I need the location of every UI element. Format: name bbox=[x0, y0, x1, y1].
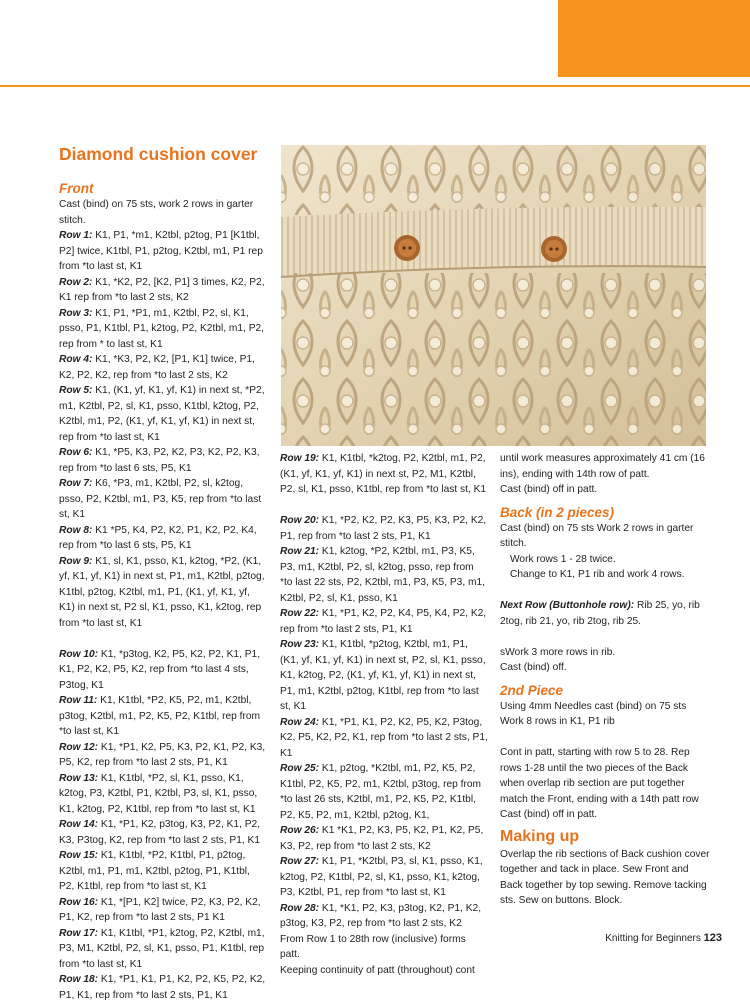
pattern-note: From Row 1 to 28th row (inclusive) forms patt. bbox=[280, 932, 488, 963]
row-instruction: Row 10: K1, *p3tog, K2, P5, K2, P2, K1, P1, K1, P2, K2, P5, K2, rep from *to last 4 sts, P3tog, K1 bbox=[59, 647, 267, 694]
row-instruction: Row 1: K1, P1, *m1, K2tbl, p2tog, P1 [K1tbl, P2] twice, K1tbl, P1, p2tog, K2tbl, m1, P1 rep from *to last st, K1 bbox=[59, 228, 267, 275]
row-instruction: Row 9: K1, sl, K1, psso, K1, k2tog, *P2, (K1, yf, K1, yf, K1) in next st, P1, m1, K2tbl, p2tog, K1tbl, p2tog, K2tbl, m1, P1, (K1, yf, K1, yf, K1) in next st, P2 sl, K1, psso, K1, k2tog, rep from *to last st, K1 bbox=[59, 554, 267, 632]
page-title: Diamond cushion cover bbox=[59, 144, 257, 165]
column-2 bbox=[280, 451, 488, 978]
section-heading-front: Front bbox=[59, 180, 267, 197]
row-instruction: Row 20: K1, *P2, K2, P2, K3, P5, K3, P2, K2, P1, rep from *to last 2 sts, P1, K1 bbox=[280, 513, 488, 544]
row-instruction: Row 24: K1, *P1, K1, P2, K2, P5, K2, P3tog, K2, P5, K2, P2, K1, rep from *to last 2 sts, P1, K1 bbox=[280, 715, 488, 762]
row-instruction: Row 5: K1, (K1, yf, K1, yf, K1) in next st, *P2, m1, K2tbl, P2, sl, K1, psso, K1tbl, k2tog, P2, K2tbl, m1, P2, (K1, yf, K1, yf, K1) in next st, rep from *to last st, K1 bbox=[59, 383, 267, 445]
button-icon bbox=[541, 236, 567, 262]
book-title: Knitting for Beginners bbox=[605, 933, 701, 944]
row-instruction: Row 18: K1, *P1, K1, P1, K2, P2, K5, P2, K2, P1, K1, rep from *to last 2 sts, P1, K1 bbox=[59, 972, 267, 1003]
knitted-cushion-photo bbox=[281, 145, 706, 446]
row-instruction: Row 23: K1, K1tbl, *p2tog, K2tbl, m1, P1, (K1, yf, K1, yf, K1) in next st, P2, sl, K1, psso, K1, k2tog, P2, (K1, yf, K1, yf, K1) in next st, P1, m1, K2tbl, p2tog, K1tbl, rep from *to last st, K1 bbox=[280, 637, 488, 715]
column-1 bbox=[59, 180, 267, 1003]
row-instruction: Row 2: K1, *K2, P2, [K2, P1] 3 times, K2, P2, K1 rep from *to last 2 sts, K2 bbox=[59, 275, 267, 306]
second-piece-text: Using 4mm Needles cast (bind) on 75 sts Work 8 rows in K1, P1 rib bbox=[500, 699, 710, 730]
row-instruction: Row 21: K1, k2tog, *P2, K2tbl, m1, P3, K5, P3, m1, K2tbl, P2, sl, k2tog, psso, rep from *to last 22 sts, P2, K2tbl, m1, P3, K5, P3, m1, K2tbl, P2, sl, K1, psso, K1 bbox=[280, 544, 488, 606]
row-instruction: Row 17: K1, K1tbl, *P1, k2tog, P2, K2tbl, m1, P3, M1, K2tbl, P2, sl, K1, psso, P1, K1tbl, rep from *to last st, K1 bbox=[59, 926, 267, 973]
front-intro: Cast (bind) on 75 sts, work 2 rows in garter stitch. bbox=[59, 197, 267, 228]
row-instruction: Row 19: K1, K1tbl, *k2tog, P2, K2tbl, m1, P2, (K1, yf, K1, yf, K1) in next st, P2, M1, K2tbl, P2, sl, K1, psso, K1tbl, rep from *to last st, K1 bbox=[280, 451, 488, 498]
row-instruction: Row 3: K1, P1, *P1, m1, K2tbl, P2, sl, K1, psso, P1, K1tbl, P1, k2tog, P2, K2tbl, m1, P2, rep from * to last st, K1 bbox=[59, 306, 267, 353]
row-instructions-b bbox=[59, 647, 267, 1003]
buttonhole-row: Next Row (Buttonhole row): Rib 25, yo, rib 2tog, rib 21, yo, rib 2tog, rib 25. bbox=[500, 598, 710, 629]
row-instruction: Row 8: K1 *P5, K4, P2, K2, P1, K2, P2, K4, rep from *to last 6 sts, P5, K1 bbox=[59, 523, 267, 554]
back-text: Cast (bind) on 75 sts Work 2 rows in garter stitch. bbox=[500, 521, 710, 552]
row-instruction: Row 14: K1, *P1, K2, p3tog, K3, P2, K1, P2, K3, P3tog, K2, rep from *to last 2 sts, P1, K1 bbox=[59, 817, 267, 848]
row-instruction: Row 6: K1, *P5, K3, P2, K2, P3, K2, P2, K3, rep from *to last 6 sts, P5, K1 bbox=[59, 445, 267, 476]
header-rule bbox=[0, 85, 750, 87]
section-heading-back: Back (in 2 pieces) bbox=[500, 504, 710, 521]
cast-off-text: Cast (bind) off. bbox=[500, 660, 710, 676]
section-heading-second-piece: 2nd Piece bbox=[500, 682, 710, 699]
row-instruction: Row 25: K1, p2tog, *K2tbl, m1, P2, K5, P2, K1tbl, P2, K5, P2, m1, K2tbl, p3tog, rep from *to last 26 sts, K2tbl, m1, P2, K5, P2, K1tbl, P2, K5, P2, m1, K2tbl, p2tog, K1, bbox=[280, 761, 488, 823]
cast-off-text: Cast (bind) off in patt. bbox=[500, 482, 710, 498]
row-instruction: Row 13: K1, K1tbl, *P2, sl, K1, psso, K1, k2tog, P3, K2tbl, P1, K2tbl, P3, sl, K1, psso, K1, k2tog, P2, K1tbl, rep from *to last st, K1 bbox=[59, 771, 267, 818]
row-instruction: Row 4: K1, *K3, P2, K2, [P1, K1] twice, P1, K2, P2, K2, rep from *to last 2 sts, K2 bbox=[59, 352, 267, 383]
row-instruction: Row 11: K1, K1tbl, *P2, K5, P2, m1, K2tbl, p3tog, K2tbl, m1, P2, K5, P2, K1tbl, rep from *to last st, K1 bbox=[59, 693, 267, 740]
cast-off-text: Cast (bind) off in patt. bbox=[500, 807, 710, 823]
button-icon bbox=[394, 235, 420, 261]
continue-text: Cont in patt, starting with row 5 to 28. Rep rows 1-28 until the two pieces of the Back when overlap rib section are put together match the Front, ending with a 14th patt row bbox=[500, 745, 710, 807]
page-footer bbox=[605, 932, 722, 944]
continue-text: until work measures approximately 41 cm (16 ins), ending with 14th row of patt. bbox=[500, 451, 710, 482]
rib-text: sWork 3 more rows in rib. bbox=[500, 645, 710, 661]
page-number: 123 bbox=[704, 932, 722, 944]
row-instructions-a bbox=[59, 228, 267, 631]
column-3 bbox=[500, 451, 710, 909]
row-instruction: Row 7: K6, *P3, m1, K2tbl, P2, sl, k2tog, psso, P2, K2tbl, m1, P3, K5, rep from *to last st, K1 bbox=[59, 476, 267, 523]
row-instruction: Row 15: K1, K1tbl, *P2, K1tbl, P1, p2tog, K2tbl, m1, P1, m1, K2tbl, p2tog, P1, K1tbl, P2, K1tbl, rep from *to last st, K1 bbox=[59, 848, 267, 895]
header-color-block bbox=[558, 0, 750, 77]
row-instruction: Row 28: K1, *K1, P2, K3, p3tog, K2, P1, K2, p3tog, K3, P2, rep from *to last 2 sts, K2 bbox=[280, 901, 488, 932]
back-step: Work rows 1 - 28 twice. bbox=[500, 552, 710, 568]
back-step: Change to K1, P1 rib and work 4 rows. bbox=[500, 567, 710, 583]
making-up-text: Overlap the rib sections of Back cushion cover together and tack in place. Sew Front and Back together by top sewing. Remove tacking sts. Sew on buttons. Block. bbox=[500, 847, 710, 909]
row-instruction: Row 22: K1, *P1, K2, P2, K4, P5, K4, P2, K2, rep from *to last 2 sts, P1, K1 bbox=[280, 606, 488, 637]
row-instruction: Row 16: K1, *[P1, K2] twice, P2, K3, P2, K2, P1, K2, rep from *to last 2 sts, P1 K1 bbox=[59, 895, 267, 926]
row-instruction: Row 27: K1, P1, *K2tbl, P3, sl, K1, psso, K1, k2tog, P2, K1tbl, P2, sl, K1, psso, K1, k2tog, P3, K2tbl, P1, rep from *to last st, K1 bbox=[280, 854, 488, 901]
pattern-note: Keeping continuity of patt (throughout) cont bbox=[280, 963, 488, 979]
row-instruction: Row 26: K1 *K1, P2, K3, P5, K2, P1, K2, P5, K3, P2, rep from *to last 2 sts, K2 bbox=[280, 823, 488, 854]
row-instruction: Row 12: K1, *P1, K2, P5, K3, P2, K1, P2, K3, P5, K2, rep from *to last 2 sts, P1, K1 bbox=[59, 740, 267, 771]
section-heading-making-up: Making up bbox=[500, 827, 710, 847]
